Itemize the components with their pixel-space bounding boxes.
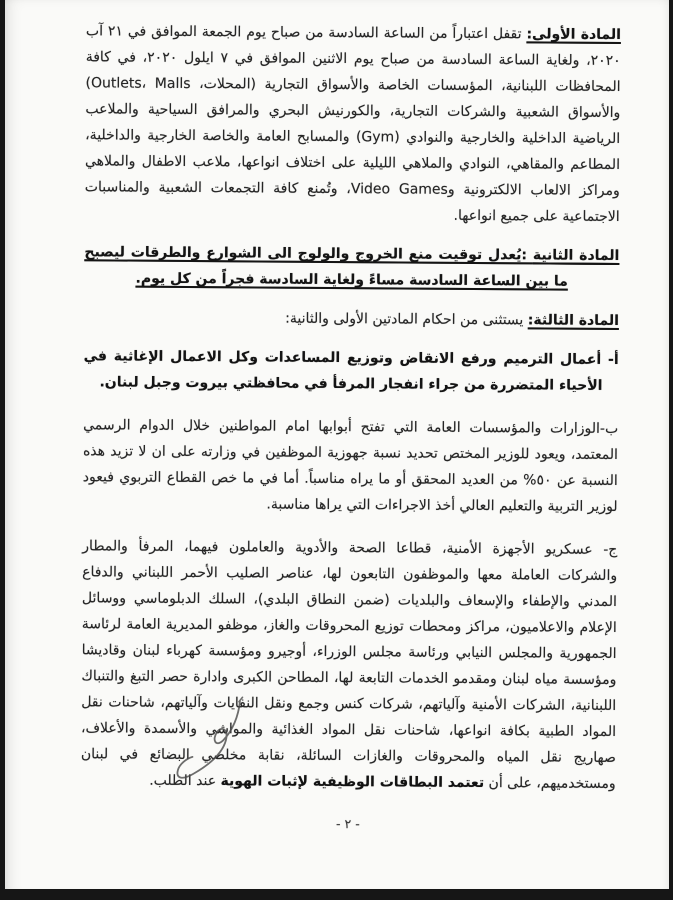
item-c-marker: ج- (603, 541, 618, 558)
article-3-body: يستثنى من احكام المادتين الأولى والثانية: (285, 310, 528, 329)
article-1 (85, 18, 621, 230)
article-2 (84, 239, 619, 295)
article-1-heading: المادة الأولى: (526, 26, 621, 43)
scan-edge-right (669, 0, 673, 900)
exception-item-b (83, 412, 619, 520)
scan-edge-bottom (0, 889, 673, 900)
scan-edge-left (0, 0, 5, 900)
item-c-body-before: عسكريو الأجهزة الأمنية، قطاعا الصحة والأدوية والعاملون فيهما، المرفأ والمطار والشركات العاملة معها والموظفون التابعون لها، عناصر الصليب الأحمر اللبناني والدفاع المدني والإطفاء والإسعاف والبلديات (ضمن النطاق البلدي)، السلك الدبلوماسي ووسائل الإعلام والاعلاميون، مراكز ومحطات توزيع المحروقات والغاز، موظفو المديرية العامة لرئاسة الجمهورية والمجلس النيابي ورئاسة مجلس الوزراء، أوجيرو ومؤسسة كهرباء لبنان وقاديشا ومؤسسة مياه لبنان ومقدمو الخدمات التابعة لها، المطاحن الكبرى وادارة حصر التبغ والتنباك اللبنانية، الشركات الأمنية وآلياتهم، شركات كنس وجمع ونقل النفايات وآلياتهم، شاحنات نقل المواد الطبية بكافة انواعها، شاحنات نقل المواد الغذائية والمواشي والأسمدة والأعلاف، صهاريج نقل المياه والمحروقات والغازات السائلة، نقابة مخلصي البضائع في لبنان ومستخدميهم، على أن (80, 538, 618, 792)
article-2-body: :يُعدل توقيت منع الخروج والولوج الى الشوارع والطرقات ليصبح ما بين الساعة السادسة مساءً ولغاية السادسة فجراً من كل يوم. (84, 244, 568, 290)
item-c-body-after: عند الطلب. (149, 772, 221, 790)
page-number: - ٢ - (336, 816, 360, 832)
article-3 (84, 304, 619, 334)
item-c-bold-phrase: تعتمد البطاقات الوظيفية لإثبات الهوية (220, 773, 485, 792)
article-3-heading: المادة الثالثة: (527, 312, 619, 329)
item-b-marker: ب- (599, 420, 619, 437)
signature-icon (146, 695, 254, 790)
item-a-body: أعمال الترميم ورفع الانقاض وتوزيع المساعدات وكل الاعمال الإغاثية في الأحياء المتضررة من جراء انفجار المرفأ في محافظتي بيروت وجبل لبنان. (83, 348, 609, 394)
item-b-body: الوزارات والمؤسسات العامة التي تفتح أبوابها امام المواطنين خلال الدوام الرسمي المعتمد، ويعود للوزير المختص تحديد نسبة جهوزية الموظفين في وزارته على ان لا تزيد هذه النسبة عن ٥٠% من العديد المحقق أو ما يراه مناسباً. أما في ما خص القطاع التربوي فيعود لوزير التربية والتعليم العالي أخذ الاجراءات التي يراها مناسبة. (82, 417, 619, 515)
article-2-heading: المادة الثانية (532, 247, 620, 264)
item-a-marker: أ- (607, 351, 619, 368)
exception-item-a (83, 343, 618, 399)
article-1-body: تقفل اعتباراً من الساعة السادسة من صباح يوم الجمعة الموافق في ٢١ آب ٢٠٢٠، ولغاية الساعة السادسة من صباح يوم الاثنين الموافق في ٧ ايلول ٢٠٢٠، في كافة المحافظات اللبنانية، المؤسسات الخاصة والأسواق التجارية (المحلات، Outlets، Malls) والأسواق الشعبية والشركات التجارية، والكورنيش البحري والمرافق السياحية والملاعب الرياضية الداخلية والخارجية والنوادي (Gym) والمسابح العامة والخاصة الخارجية والداخلية، المطاعم والمقاهي، النوادي والملاهي الليلية على اختلاف انواعها، ملاعب الاطفال والملاهي ومراكز الالعاب الالكترونية وVideo Games، وتُمنع كافة التجمعات الشعبية والمناسبات الاجتماعية على جميع انواعها. (84, 23, 621, 225)
